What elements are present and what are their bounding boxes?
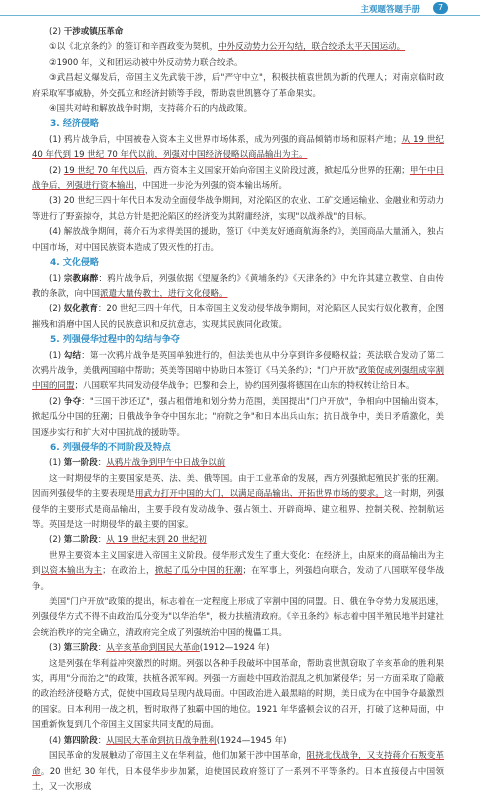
text-run: (1) bbox=[49, 458, 64, 469]
paragraph bbox=[32, 472, 444, 534]
bold-label: 第一阶段 bbox=[63, 458, 98, 469]
underlined-text: 从国民大革命到抗日战争胜利 bbox=[106, 735, 217, 746]
paragraph bbox=[32, 456, 444, 471]
paragraph bbox=[32, 549, 444, 595]
bold-label: 勾结 bbox=[63, 350, 82, 361]
text-run: ： bbox=[97, 535, 107, 546]
text-run: (3) 20 世纪三四十年代日本发动全面侵华战争期间，对沦陷区的农业、工矿交通运输业、金融业和劳动力等进行了野蛮掠夺，其总方针是把沦陷区的经济变为其附庸经济，实现"以战养战"的目标。 bbox=[32, 196, 444, 222]
text-run: 这是列强在华利益冲突激烈的时期。列强以各种手段破坏中国革命，帮助袁世凯窃取了辛亥革命的胜利果实，再用"分而治之"的政策，扶植各派军阀。列强一方面趁中国政治混乱之机加紧侵华；另一方面采取了隐蔽的政治经济侵略方式，促使中国政局呈现内战局面。中国政治进入最黑暗的时期，美日成为在中国争夺最激烈的国家。日本利用一战之机，暂时取得了独霸中国的地位。1921 年华盛顿会议的召开，打破了这种局面，中国重新恢复到几个帝国主义国家共同支配的局面。 bbox=[32, 658, 444, 731]
underlined-text: 从鸦片战争到甲午中日战争以前 bbox=[106, 458, 226, 469]
paragraph bbox=[32, 71, 444, 102]
text-run: ： bbox=[97, 735, 107, 746]
text-run: (2) bbox=[49, 27, 64, 37]
text-run: ；在政治上， bbox=[102, 566, 155, 577]
text-run: 这一时期侵华的主要国家是英、法、美、俄等国。由于工业革命的发展，西方列强掀起殖民扩张的狂潮。因而列强侵华的主要表现是 bbox=[32, 473, 444, 500]
underlined-text: 阻挠北伐战争，又支持蒋介石叛变革命 bbox=[32, 751, 444, 777]
underlined-text: 用武力打开中国的大门，以满足商品输出、开拓世界市场的要求。 bbox=[135, 489, 384, 500]
text-run: ，中国进一步沦为列强的资本输出场所。 bbox=[134, 181, 288, 192]
text-run: ："三国干涉还辽"，强占租借地和划分势力范围，美国提出"门户开放"，争相向中国输出资本，掀起瓜分中国的狂潮；日俄战争争夺中国东北；"府院之争"和日本出兵山东；抗日战争中，美日矛盾激化，美国逐步实行和扩大对中国抗战的援助等。 bbox=[32, 396, 444, 438]
text-run: 国民革命的发展触动了帝国主义在华利益，他们加紧干涉中国革命， bbox=[49, 751, 307, 762]
underlined-text: 掀起了瓜分中国的狂潮 bbox=[154, 566, 243, 577]
text-run: ，西方资本主义国家开始向帝国主义阶段过渡，掀起瓜分世界的狂潮； bbox=[144, 165, 410, 176]
paragraph bbox=[32, 225, 444, 256]
text-run: ： bbox=[97, 458, 107, 469]
section-heading bbox=[32, 441, 444, 456]
text-run: (1) bbox=[49, 350, 64, 361]
underlined-text: 派遣大量传教士，进行文化侵略。 bbox=[100, 288, 228, 299]
underlined-text: 以资本输出为主 bbox=[40, 566, 103, 577]
text-run: ③武昌起义爆发后，帝国主义先武装干涉，后"严守中立"，积极扶植袁世凯为新的代理人；对南京临时政府采取军事威胁，外交孤立和经济封锁等手段，帮助袁世凯篡夺了革命果实。 bbox=[32, 73, 444, 99]
underlined-text: 从 19 世纪 40 年代到 19 世纪 70 年代以前，列强对中国经济侵略以商品输出为主。 bbox=[32, 134, 444, 161]
paragraph bbox=[32, 194, 444, 225]
bold-label: 争夺 bbox=[63, 396, 82, 407]
text-run: (2) bbox=[49, 535, 64, 546]
bold-label: 宗教麻醉 bbox=[63, 273, 99, 284]
paragraph bbox=[32, 657, 444, 734]
text-run: (4) 解放战争期间，蒋介石为求得美国的援助，签订《中美友好通商航海条约》，美国商品大量涌入，独占中国市场，对中国民族资本造成了毁灭性的打击。 bbox=[32, 227, 444, 253]
bold-label: 第四阶段 bbox=[63, 735, 98, 746]
section-heading bbox=[32, 117, 444, 132]
text-run: ①以《北京条约》的签订和辛酉政变为契机， bbox=[49, 42, 219, 53]
underlined-text: 中外反动势力公开勾结，联合绞杀太平天国运动。 bbox=[218, 42, 406, 53]
text-run: ： bbox=[97, 643, 107, 654]
text-run: 5. 列强侵华过程中的勾结与争夺 bbox=[50, 335, 180, 346]
page-header bbox=[0, 0, 480, 20]
section-heading bbox=[32, 256, 444, 271]
text-run: ；在军事上，列强趋向联合，发动了八国联军侵华战争。 bbox=[32, 566, 444, 592]
text-run: (1) 鸦片战争后，中国被卷入资本主义世界市场体系，成为列强的商品倾销市场和原料产地； bbox=[49, 134, 402, 145]
paragraph bbox=[32, 595, 444, 641]
text-run: (1912—1924 年) bbox=[199, 643, 270, 654]
underlined-text: 政策促成列强组成宰割中国的同盟 bbox=[32, 365, 444, 392]
paragraph bbox=[32, 533, 444, 548]
underlined-text: 甲午中日战争后，列强进行资本输出 bbox=[32, 165, 444, 192]
bold-label: 干涉或镇压革命 bbox=[63, 27, 124, 37]
text-run: 世界主要资本主义国家进入帝国主义阶段。侵华形式发生了重大变化：在经济上，由原来的商品输出为主到 bbox=[32, 550, 444, 577]
text-run: (2) bbox=[49, 396, 64, 407]
text-run: 4. 文化侵略 bbox=[50, 258, 99, 269]
paragraph bbox=[32, 102, 444, 117]
bold-label: 第三阶段 bbox=[63, 643, 98, 654]
paragraph bbox=[32, 349, 444, 395]
text-run: (1924—1945 年) bbox=[216, 735, 287, 746]
text-run: 美国"门户开放"政策的提出，标志着在一定程度上形成了宰割中国的同盟。日、俄在争夺势力发展迅速，列强侵华方式不得不由政治瓜分变为"以华治华"，极力扶植清政府。《辛丑条约》标志着中国半殖民地半封建社会统治秩序的完全确立，清政府完全成了列强统治中国的傀儡工具。 bbox=[32, 597, 444, 638]
page-number-badge: 7 bbox=[433, 2, 448, 14]
document-body bbox=[32, 25, 444, 795]
text-run: (1) bbox=[49, 273, 64, 284]
text-run: ④国共对峙和解放战争时期，支持蒋介石的内战政策。 bbox=[49, 104, 253, 115]
paragraph bbox=[32, 164, 444, 195]
paragraph bbox=[32, 56, 444, 71]
underlined-text: 从辛亥革命到国民大革命 bbox=[106, 643, 200, 654]
text-run: ；八国联军共同发动侵华战争；巴黎和会上，协约国列强将德国在山东的特权转让给日本。 bbox=[74, 381, 415, 392]
paragraph bbox=[32, 641, 444, 656]
paragraph bbox=[32, 133, 444, 164]
text-run: ：20 世纪三四十年代，日本帝国主义发动侵华战争期间，对沦陷区人民实行奴化教育，企图摧残和消磨中国人民的民族意识和反抗意志，实现其民族同化政策。 bbox=[32, 304, 444, 330]
paragraph bbox=[32, 302, 444, 333]
paragraph bbox=[32, 734, 444, 749]
paragraph bbox=[32, 40, 444, 55]
underlined-text: 从 19 世纪末到 20 世纪初 bbox=[106, 535, 207, 546]
text-run: (2) bbox=[49, 165, 64, 176]
bold-label: 第二阶段 bbox=[63, 535, 98, 546]
text-run: 。20 世纪 30 年代，日本侵华步步加紧，迫使国民政府签订了一系列不平等条约。日本直接侵占中国领土，又一次形成 bbox=[32, 766, 444, 792]
text-run: 这一时期，列强侵华的主要形式是商品输出，主要手段有发动战争、强占领土、开辟商埠、建立租界、控制关税、控制航运等。英国是这一时期侵华的最主要的国家。 bbox=[32, 489, 444, 530]
text-run: 3. 经济侵略 bbox=[50, 119, 99, 130]
text-run: (2) bbox=[49, 304, 64, 315]
text-run: ：第一次鸦片战争是英国单独进行的，但法美也从中分享到许多侵略权益；英法联合发动了第二次鸦片战争，美俄两国暗中帮助；英美等国暗中协助日本签订《马关条约》；"门户开放" bbox=[32, 350, 444, 376]
text-run: (3) bbox=[49, 643, 64, 654]
text-run: 6. 列强侵华的不同阶段及特点 bbox=[50, 442, 171, 453]
header-divider bbox=[0, 15, 480, 16]
bold-label: 奴化教育 bbox=[63, 304, 98, 315]
section-heading bbox=[32, 333, 444, 348]
paragraph bbox=[32, 395, 444, 441]
text-run: (4) bbox=[49, 735, 64, 746]
header-title: 主观题答题手册 bbox=[360, 5, 420, 15]
text-run: ②1900 年，义和团运动被中外反动势力联合绞杀。 bbox=[49, 57, 243, 68]
paragraph bbox=[32, 749, 444, 795]
text-run: ：鸦片战争后，列强依据《望厦条约》《黄埔条约》《天津条约》中允许其建立教堂、自由传教的条款，向中国 bbox=[32, 273, 444, 299]
underlined-text: 19 世纪 70 年代以后 bbox=[63, 165, 145, 176]
paragraph bbox=[32, 272, 444, 303]
paragraph bbox=[32, 25, 444, 40]
